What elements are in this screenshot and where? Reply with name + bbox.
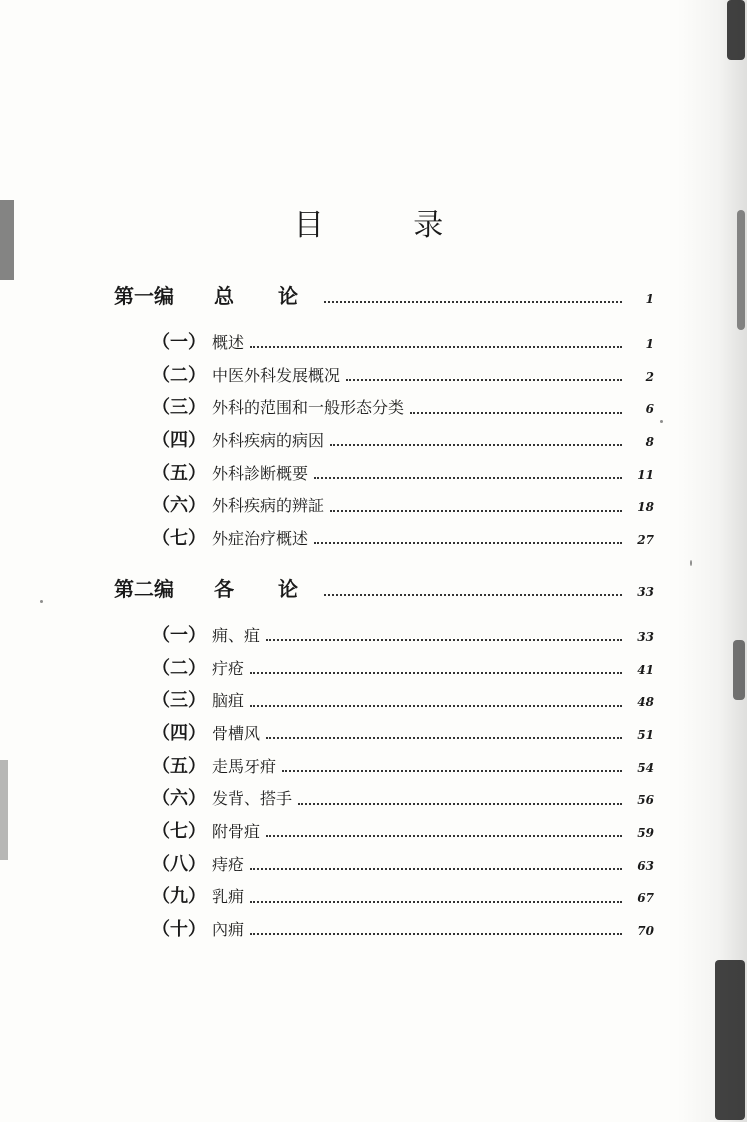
leader-dots: [298, 803, 622, 805]
leader-dots: [250, 672, 622, 674]
entry-number: （五）: [152, 755, 206, 777]
toc-entry[interactable]: [114, 817, 654, 850]
scan-speckle: [690, 560, 692, 566]
entry-title: 发背、搭手: [212, 789, 293, 809]
entry-number: （一）: [152, 624, 206, 646]
entry-number: （三）: [152, 397, 206, 419]
toc-entry[interactable]: [114, 654, 654, 687]
entry-number: （四）: [152, 430, 206, 452]
leader-dots: [266, 639, 622, 641]
page-number: 18: [637, 500, 654, 515]
entry-title: 脑疽: [212, 691, 245, 711]
toc-entry[interactable]: [114, 719, 654, 752]
page-title: 目 录: [293, 208, 484, 243]
page-number: 6: [645, 402, 654, 417]
entry-number: （四）: [152, 722, 206, 744]
part-name: 总论: [214, 284, 342, 308]
toc-entry[interactable]: [114, 850, 654, 883]
scan-edge-mark: [733, 640, 745, 700]
page-number: 67: [637, 891, 654, 906]
toc-entry[interactable]: [114, 491, 654, 524]
entry-number: （一）: [152, 332, 206, 353]
toc-entry[interactable]: [114, 524, 654, 557]
table-of-contents: [114, 280, 654, 948]
entry-title: 走馬牙疳: [212, 756, 277, 776]
leader-dots: [330, 444, 622, 446]
toc-entry[interactable]: [114, 361, 654, 394]
toc-entry[interactable]: [114, 393, 654, 426]
page-number: 41: [637, 662, 654, 677]
leader-dots: [250, 901, 622, 903]
page-number: 2: [645, 369, 654, 384]
page-number: 11: [637, 467, 654, 482]
page-number: 54: [637, 760, 654, 775]
page-number: 70: [637, 924, 654, 938]
part-label: 第二编: [114, 576, 174, 601]
leader-dots: [266, 835, 622, 837]
entry-title: 痔疮: [212, 854, 245, 874]
toc-entry[interactable]: [114, 752, 654, 785]
entry-number: （二）: [152, 657, 206, 679]
entry-title: 外科疾病的病因: [212, 431, 325, 451]
part-label: 第一编: [114, 284, 174, 308]
toc-entry[interactable]: [114, 915, 654, 948]
page-number: 56: [637, 793, 654, 808]
toc-part-heading[interactable]: [114, 573, 654, 611]
page-number: 33: [637, 629, 654, 644]
entry-title: 附骨疽: [212, 821, 261, 841]
entry-title: 外科的范围和一般形态分类: [212, 398, 405, 418]
page-number: 59: [637, 825, 654, 840]
page-number: 33: [637, 584, 654, 599]
part-name: 各论: [214, 576, 342, 601]
entry-number: （六）: [152, 495, 206, 517]
toc-entry[interactable]: [114, 426, 654, 459]
entry-number: （三）: [152, 690, 206, 712]
leader-dots: [314, 477, 622, 479]
scan-speckle: [660, 420, 663, 423]
toc-entry[interactable]: [114, 686, 654, 719]
entry-number: （八）: [152, 853, 206, 875]
page-number: 1: [645, 292, 654, 306]
leader-dots: [250, 346, 622, 348]
page-number: 1: [645, 337, 654, 351]
entry-number: （二）: [152, 364, 206, 386]
entry-number: （十）: [152, 919, 206, 940]
leader-dots: [330, 510, 622, 512]
scan-edge-mark: [715, 960, 745, 1120]
page-number: 27: [637, 533, 654, 548]
entry-title: 內痈: [212, 920, 245, 939]
page-number: 8: [645, 435, 654, 450]
leader-dots: [250, 868, 622, 870]
page-edge-shadow: [677, 0, 747, 1122]
leader-dots: [324, 594, 622, 596]
leader-dots: [410, 412, 622, 414]
entry-title: 骨槽风: [212, 723, 261, 743]
page-number: 63: [637, 858, 654, 873]
entry-number: （七）: [152, 820, 206, 842]
leader-dots: [282, 770, 622, 772]
leader-dots: [250, 933, 622, 935]
entry-number: （七）: [152, 528, 206, 550]
entry-title: 概述: [212, 333, 245, 352]
scan-speckle: [40, 600, 43, 603]
entry-title: 外科疾病的辨証: [212, 496, 325, 516]
toc-entry[interactable]: [114, 621, 654, 654]
leader-dots: [250, 705, 622, 707]
toc-entry[interactable]: [114, 882, 654, 915]
entry-number: （九）: [152, 886, 206, 908]
entry-title: 外症治疗概述: [212, 529, 309, 549]
toc-entry[interactable]: [114, 459, 654, 492]
entry-number: （六）: [152, 788, 206, 810]
page-number: 48: [637, 695, 654, 710]
leader-dots: [346, 379, 622, 381]
scan-edge-mark: [0, 760, 8, 860]
entry-title: 中医外科发展概况: [212, 365, 341, 385]
leader-dots: [324, 301, 622, 303]
entry-title: 外科診断概要: [212, 463, 309, 483]
toc-entry[interactable]: [114, 784, 654, 817]
entry-title: 疔疮: [212, 658, 245, 678]
page-number: 51: [637, 727, 654, 742]
entry-title: 痈、疽: [212, 625, 261, 645]
entry-number: （五）: [152, 462, 206, 484]
scan-edge-mark: [727, 0, 745, 60]
toc-part-heading[interactable]: [114, 280, 654, 318]
toc-entry[interactable]: [114, 328, 654, 361]
entry-title: 乳痈: [212, 887, 245, 907]
leader-dots: [266, 737, 622, 739]
leader-dots: [314, 542, 622, 544]
